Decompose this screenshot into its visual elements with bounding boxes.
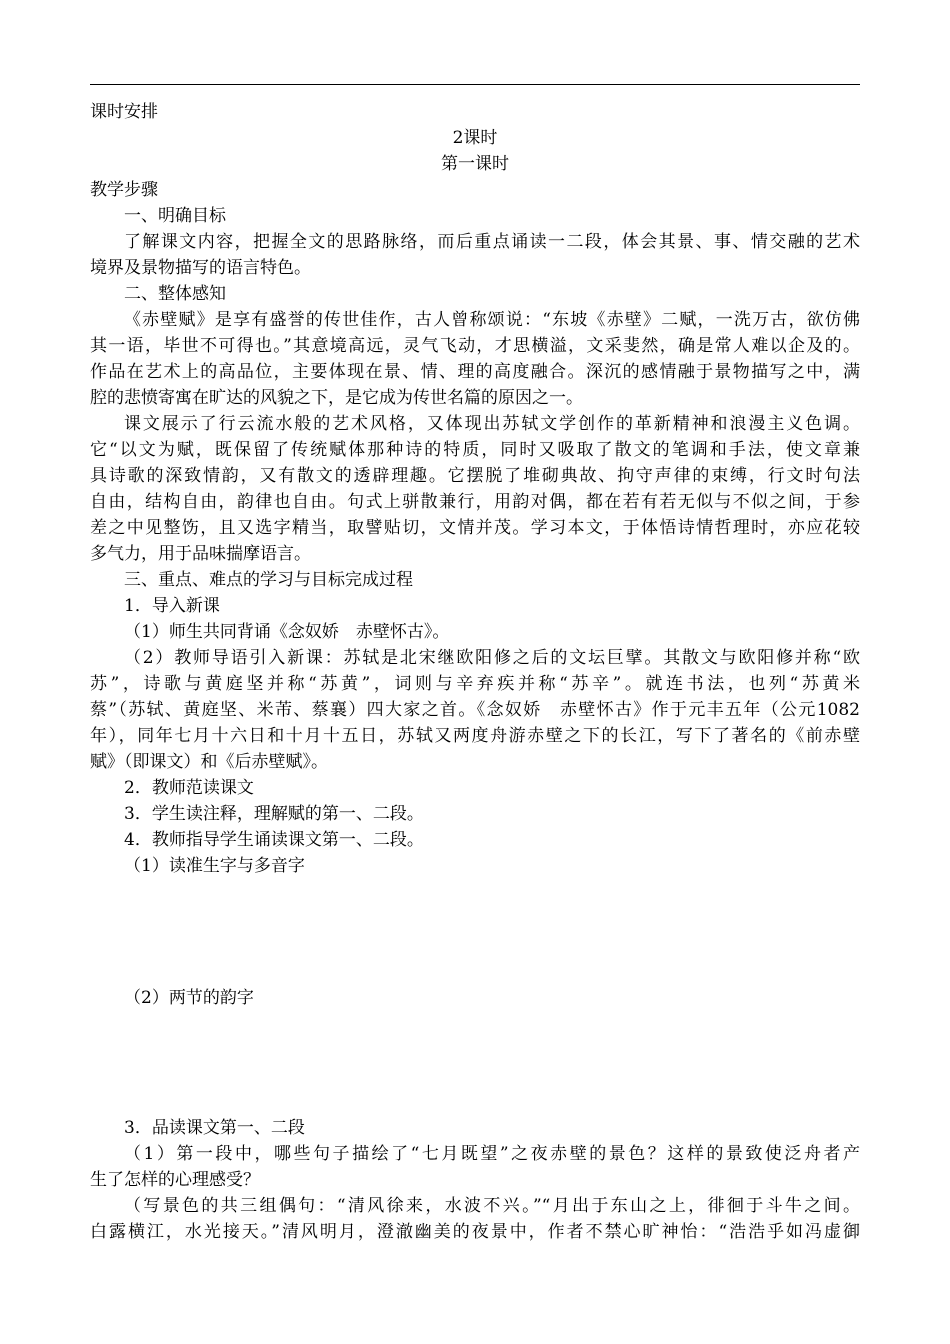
section-2-title: 二、整体感知 bbox=[124, 284, 226, 304]
section-1-title: 一、明确目标 bbox=[124, 206, 226, 226]
header-rule bbox=[90, 84, 860, 85]
section-3-title: 三、重点、难点的学习与目标完成过程 bbox=[124, 570, 413, 590]
step-5-heading: 3．品读课文第一、二段 bbox=[124, 1118, 305, 1138]
step-1-line: （2）教师导语引入新课：苏轼是北宋继欧阳修之后的文坛巨擘。其散文与欧阳修并称“欧 bbox=[124, 648, 860, 668]
section-2-line: 具诗歌的深致情韵，又有散文的透辟理趣。它摆脱了堆砌典故、拘守声律的束缚，行文时句法 bbox=[90, 466, 860, 486]
step-1-line: 蔡”（苏轼、黄庭坚、米芾、蔡襄）四大家之首。《念奴娇 赤壁怀古》作于元丰五年（公元1082 bbox=[90, 700, 860, 720]
section-1-line: 境界及景物描写的语言特色。 bbox=[90, 258, 311, 278]
step-1-heading: 1．导入新课 bbox=[124, 596, 220, 616]
schedule-label: 课时安排 bbox=[90, 102, 158, 122]
section-2-line: 腔的悲愤寄寓在旷达的风貌之下，是它成为传世名篇的原因之一。 bbox=[90, 388, 583, 408]
lesson-title: 第一课时 bbox=[441, 154, 509, 174]
step-4-heading: 4．教师指导学生诵读课文第一、二段。 bbox=[124, 830, 424, 850]
step-1-line: 年），同年七月十六日和十月十五日，苏轼又两度舟游赤壁之下的长江，写下了著名的《前赤壁 bbox=[90, 726, 860, 746]
section-2-line: 其一语，毕世不可得也。”其意境高远，灵气飞动，才思横溢，文采斐然，确是常人难以企及的。 bbox=[90, 336, 860, 356]
question-line: （1）第一段中，哪些句子描绘了“七月既望”之夜赤壁的景色？这样的景致使泛舟者产 bbox=[124, 1144, 860, 1164]
section-2-line: 课文展示了行云流水般的艺术风格，又体现出苏轼文学创作的革新精神和浪漫主义色调。 bbox=[124, 414, 860, 434]
step-4-subheading: （1）读准生字与多音字 bbox=[124, 856, 305, 876]
step-2-heading: 2．教师范读课文 bbox=[124, 778, 254, 798]
step-1-line: 苏”，诗歌与黄庭坚并称“苏黄”，词则与辛弃疾并称“苏辛”。就连书法，也列“苏黄米 bbox=[90, 674, 860, 694]
question-line: 生了怎样的心理感受？ bbox=[90, 1170, 260, 1190]
step-3-heading: 3．学生读注释，理解赋的第一、二段。 bbox=[124, 804, 424, 824]
section-2-line: 自由，结构自由，韵律也自由。句式上骈散兼行，用韵对偶，都在若有若无似与不似之间，于参 bbox=[90, 492, 860, 512]
section-2-line: 作品在艺术上的高品位，主要体现在景、情、理的高度融合。深沉的感情融于景物描写之中，满 bbox=[90, 362, 860, 382]
step-1-line: 赋》（即课文）和《后赤壁赋》。 bbox=[90, 752, 328, 772]
section-1-line: 了解课文内容，把握全文的思路脉络，而后重点诵读一二段，体会其景、事、情交融的艺术 bbox=[124, 232, 860, 252]
step-4-subheading: （2）两节的韵字 bbox=[124, 988, 254, 1008]
answer-line: 白露横江，水光接天。”清风明月，澄澈幽美的夜景中，作者不禁心旷神怡：“浩浩乎如冯虚御 bbox=[90, 1222, 860, 1242]
section-2-line: 差之中见整饬，且又选字精当，取譬贴切，文情并茂。学习本文，于体悟诗情哲理时，亦应花较 bbox=[90, 518, 860, 538]
section-2-line: 《赤壁赋》是享有盛誉的传世佳作，古人曾称颂说：“东坡《赤壁》二赋，一洗万古，欲仿佛 bbox=[124, 310, 860, 330]
step-1-item: （1）师生共同背诵《念奴娇 赤壁怀古》。 bbox=[124, 622, 450, 642]
lesson-count: 2课时 bbox=[452, 128, 498, 148]
section-2-line: 多气力，用于品味揣摩语言。 bbox=[90, 544, 311, 564]
section-2-line: 它“以文为赋，既保留了传统赋体那种诗的特质，同时又吸取了散文的笔调和手法，使文章兼 bbox=[90, 440, 860, 460]
answer-line: （写景色的共三组偶句：“清风徐来，水波不兴。”“月出于东山之上，徘徊于斗牛之间。 bbox=[124, 1196, 860, 1216]
steps-heading: 教学步骤 bbox=[90, 180, 158, 200]
